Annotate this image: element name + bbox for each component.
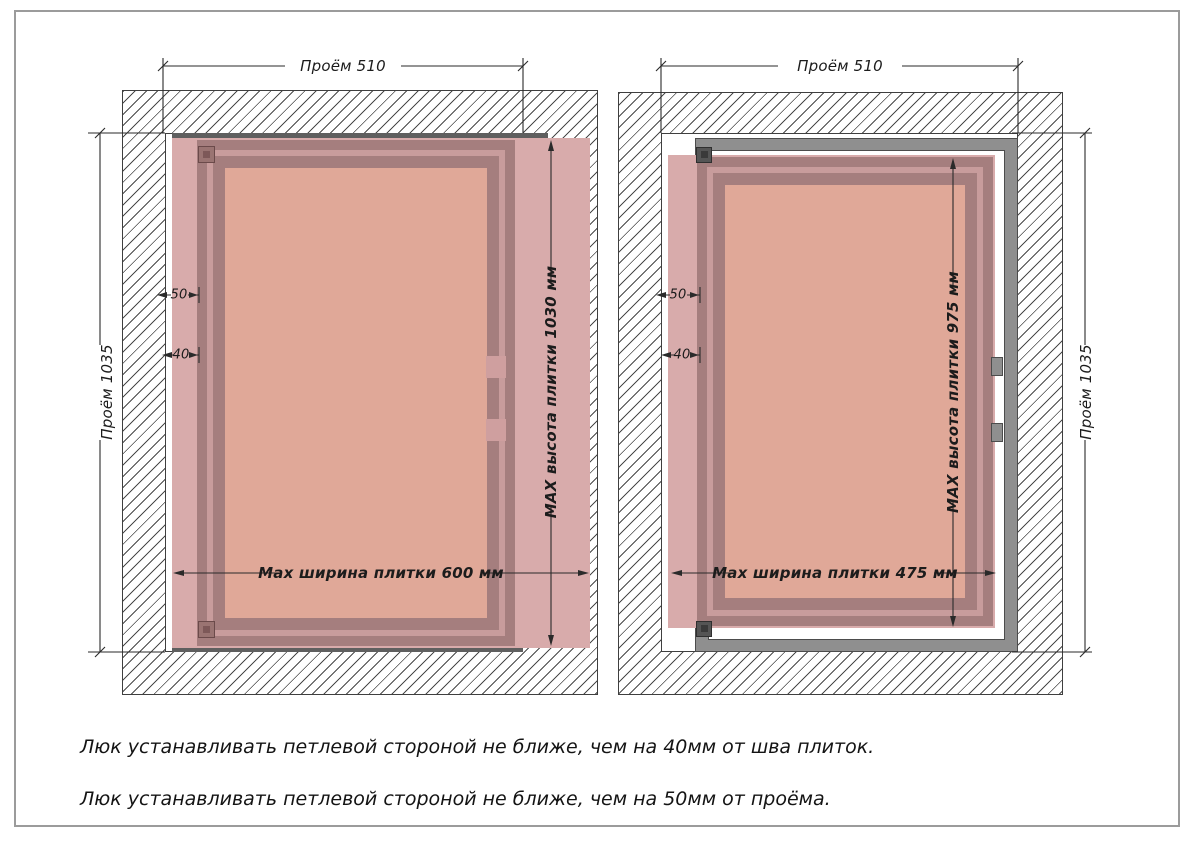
tile-max-width-label: Max ширина плитки 600 мм (258, 564, 504, 582)
opening-height-label: Проём 1035 (1077, 344, 1095, 440)
opening-width-label: Проём 510 (797, 57, 883, 75)
hinge-bottom-icon (198, 621, 215, 638)
offset-50-label: 50 (170, 287, 188, 303)
note-hinge-offset-from-opening: Люк устанавливать петлевой стороной не ближе, чем на 50мм от проёма. (80, 788, 831, 810)
hinge-cap (203, 626, 210, 633)
note-hinge-offset-from-seam: Люк устанавливать петлевой стороной не ближе, чем на 40мм от шва плиток. (80, 736, 875, 758)
hinge-bottom-icon (696, 621, 712, 637)
hatch-door-panel (225, 168, 487, 618)
latch-lower (486, 419, 506, 441)
hatch-door-panel (725, 185, 965, 598)
tile-max-height-label: MAX высота плитки 975 мм (944, 271, 962, 513)
offset-40-label: 40 (673, 347, 691, 363)
hinge-top-icon (198, 146, 215, 163)
opening-height-label: Проём 1035 (98, 344, 116, 440)
hinge-cap (203, 151, 210, 158)
hinge-cap (701, 625, 708, 632)
latch-upper (486, 356, 506, 378)
latch-lower (991, 423, 1003, 442)
hinge-cap (701, 151, 708, 158)
hinge-top-icon (696, 147, 712, 163)
tile-max-width-label: Max ширина плитки 475 мм (712, 564, 958, 582)
offset-50-label: 50 (669, 287, 687, 303)
offset-40-label: 40 (172, 347, 190, 363)
opening-width-label: Проём 510 (300, 57, 386, 75)
tile-max-height-label: MAX высота плитки 1030 мм (542, 265, 560, 519)
latch-upper (991, 357, 1003, 376)
